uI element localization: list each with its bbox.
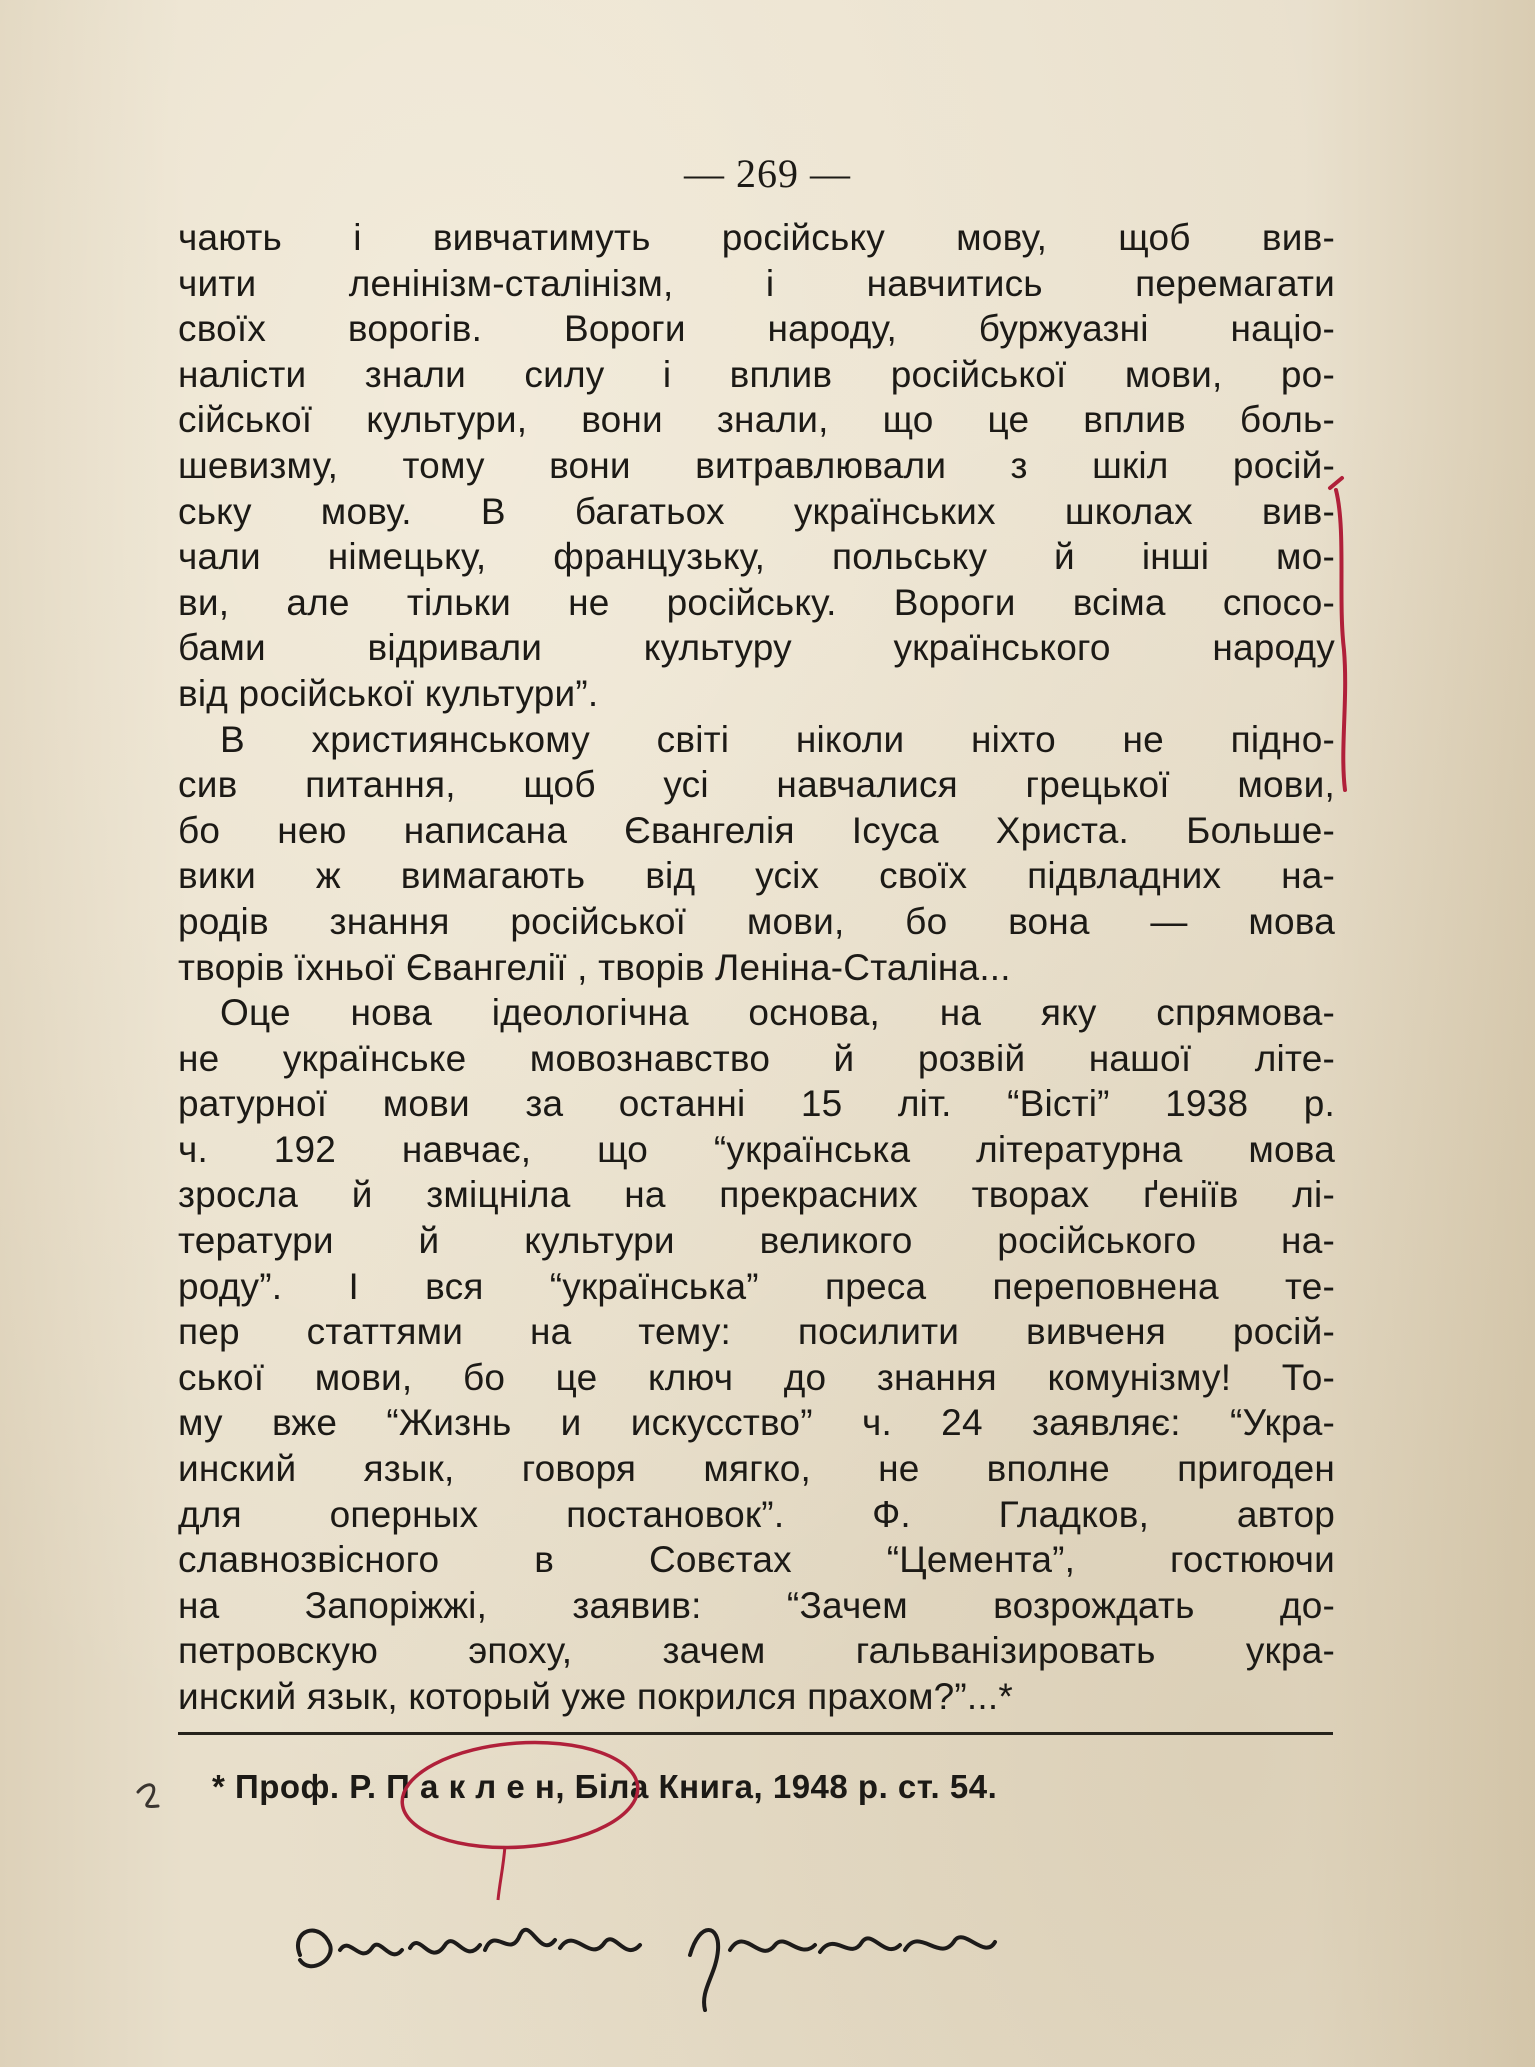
footnote-text: * Проф. Р. П а к л е н, Біла Книга, 1948 р. ст. 54. [212, 1768, 998, 1805]
text-line: ч. 192 навчає, що “українська літературна мова [178, 1128, 1335, 1170]
text-line: сійської культури, вони знали, що це вплив боль- [178, 399, 1335, 441]
text-line: не українське мовознавство й розвій нашої літе- [178, 1037, 1335, 1079]
body-text [178, 215, 1335, 1720]
text-line: родів знання російської мови, бо вона — мова [178, 900, 1335, 942]
text-line: чали німецьку, французьку, польську й інші мо- [178, 536, 1335, 578]
text-line: му вже “Жизнь и искусство” ч. 24 заявляє: “Укра- [178, 1402, 1335, 1444]
text-line: від російської культури”. [178, 672, 599, 714]
text-line: славнозвісного в Совєтах “Цемента”, гостюючи [178, 1539, 1335, 1581]
paragraph [178, 215, 1335, 717]
red-margin-mark [1336, 490, 1345, 790]
text-line: чити ленінізм-сталінізм, і навчитись перемагати [178, 262, 1335, 304]
red-arrow-line [498, 1846, 505, 1900]
handwritten-note [298, 1930, 995, 2010]
text-line: ської мови, бо це ключ до знання комунізму! То- [178, 1356, 1335, 1398]
text-line: бами відривали культуру українського народу [178, 627, 1335, 669]
text-line: для оперных постановок”. Ф. Гладков, автор [178, 1493, 1335, 1535]
paragraph [178, 990, 1335, 1720]
text-line: бо нею написана Євангелія Ісуса Христа. Больше- [178, 809, 1335, 851]
page-number: — 269 — [684, 151, 851, 196]
text-line: своїх ворогів. Вороги народу, буржуазні націо- [178, 308, 1335, 350]
footnote-divider [178, 1732, 1333, 1735]
text-line: сив питання, щоб усі навчалися грецької мови, [178, 764, 1335, 806]
handwritten-note-label: сумнівне джерело [300, 1960, 310, 1961]
text-line: ратурної мови за останні 15 літ. “Вісті” 1938 р. [178, 1083, 1335, 1125]
text-line: творів їхньої Євангелії , творів Леніна-Сталіна... [178, 946, 1011, 988]
text-line: ви, але тільки не російську. Вороги всіма спосо- [178, 581, 1335, 623]
text-line: инский язык, который уже покрился прахом?”...* [178, 1676, 1013, 1717]
text-line: В християнському світі ніколи ніхто не підно- [220, 718, 1335, 760]
text-line: роду”. І вся “українська” преса переповнена те- [178, 1265, 1335, 1307]
text-line: налісти знали силу і вплив російської мови, ро- [178, 353, 1335, 395]
text-line: ську мову. В багатьох українських школах вив- [178, 490, 1335, 532]
pencil-mark [138, 1785, 158, 1807]
text-line: тератури й культури великого російського на- [178, 1220, 1335, 1262]
text-line: вики ж вимагають від усіх своїх підвладних на- [178, 855, 1335, 897]
text-line: пер статтями на тему: посилити вивченя росій- [178, 1311, 1335, 1353]
text-line: Оце нова ідеологічна основа, на яку спрямова- [220, 992, 1335, 1034]
text-line: шевизму, тому вони витравлювали з шкіл росій- [178, 444, 1335, 486]
text-line: на Запоріжжі, заявив: “Зачем возрождать до- [178, 1584, 1335, 1626]
text-line: инский язык, говоря мягко, не вполне пригоден [178, 1448, 1335, 1490]
text-line: петровскую эпоху, зачем гальванізировать укра- [178, 1630, 1335, 1672]
paragraph [178, 717, 1335, 991]
text-line: зросла й зміцніла на прекрасних творах ґеніїв лі- [178, 1174, 1335, 1216]
text-line: чають і вивчатимуть російську мову, щоб вив- [178, 217, 1335, 258]
footnote [212, 1768, 997, 1806]
